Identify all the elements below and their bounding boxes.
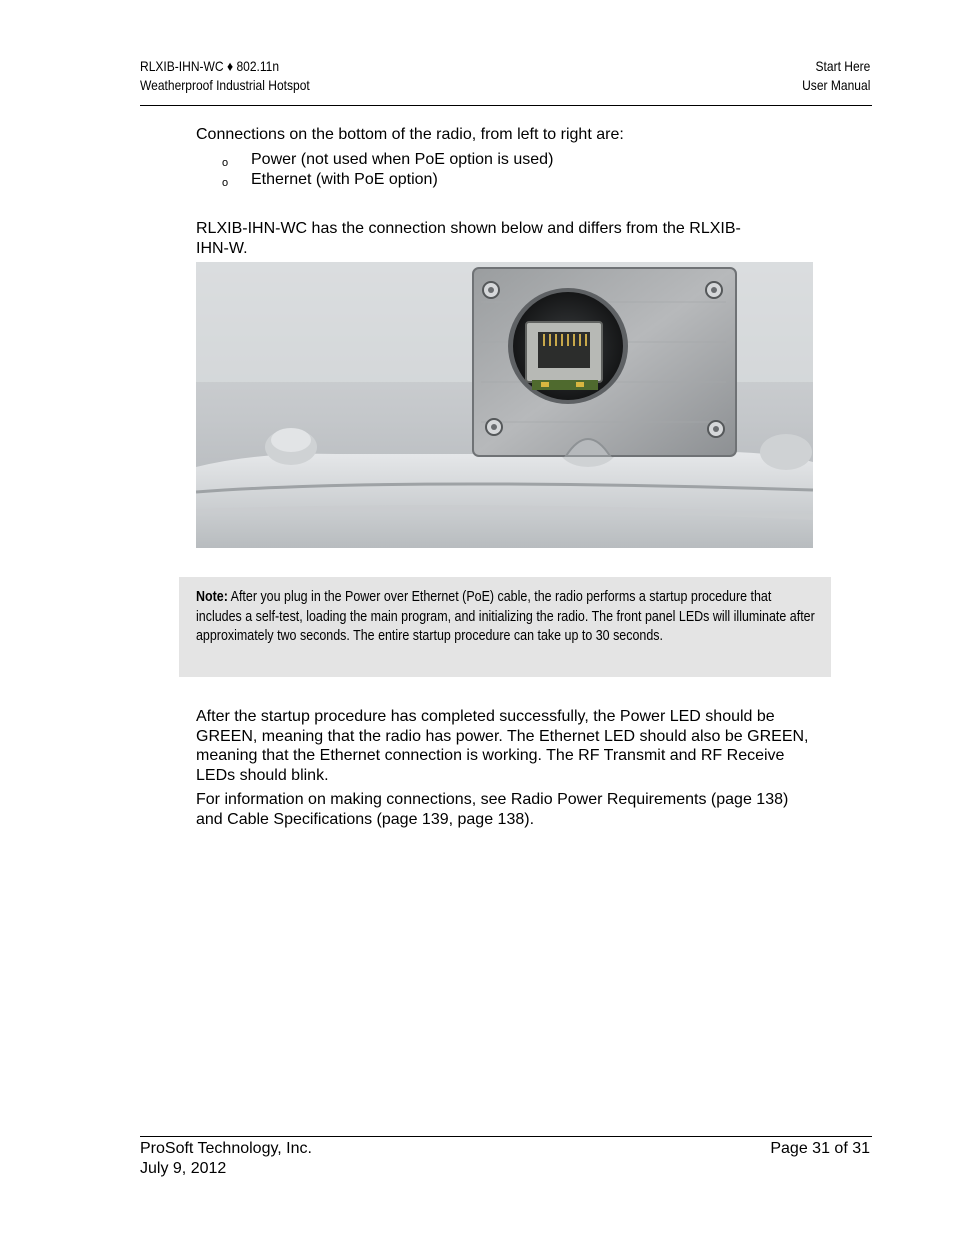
publication-date: July 9, 2012 <box>140 1160 227 1177</box>
more-info-paragraph: For information on making connections, see Radio Power Requirements (page 138) and Cable Specifications (page 139, page 138). <box>196 791 789 828</box>
connection-list <box>196 150 796 190</box>
startup-paragraph: After the startup procedure has completed successfully, the Power LED should be GREEN, meaning that the radio has power. The Ethernet LED should also be GREEN, meaning that the Ethernet connection is working. The RF Transmit and RF Receive LEDs should blink. <box>196 708 809 784</box>
product-subtitle: Weatherproof Industrial Hotspot <box>140 77 310 93</box>
list-item <box>196 150 796 170</box>
connector-photo <box>196 262 813 548</box>
note-body: After you plug in the Power over Ethernet (PoE) cable, the radio performs a startup procedure that includes a self-test, loading the main program, and initializing the radio. The front panel LEDs will illuminate after approximately two seconds. The entire startup procedure can take up to 30 seconds. <box>196 589 815 644</box>
footer-divider <box>140 1136 872 1137</box>
list-item-text: Ethernet (with PoE option) <box>251 171 438 188</box>
bullet-glyph: o <box>222 177 229 189</box>
note-box <box>179 577 831 677</box>
difference-line: RLXIB-IHN-WC has the connection shown below and differs from the RLXIB- <box>196 220 741 237</box>
connector-photo-illustration <box>196 262 813 548</box>
header-left <box>140 57 310 95</box>
intro-paragraph: Connections on the bottom of the radio, from left to right are: <box>196 126 624 143</box>
page-number: Page 31 of 31 <box>770 1140 870 1157</box>
footer-left <box>140 1139 312 1179</box>
list-item-text: Power (not used when PoE option is used) <box>251 151 554 168</box>
header-right <box>802 57 870 95</box>
header-divider <box>140 105 872 106</box>
product-title: RLXIB-IHN-WC ♦ 802.11n <box>140 58 280 74</box>
note-label: Note: <box>196 589 228 605</box>
section-title: Start Here <box>815 58 870 74</box>
difference-line: IHN-W. <box>196 239 248 257</box>
list-item <box>196 170 796 190</box>
manual-title: User Manual <box>801 77 870 93</box>
company-name: ProSoft Technology, Inc. <box>140 1140 312 1157</box>
difference-paragraph <box>196 219 816 258</box>
note-text <box>196 588 815 647</box>
bullet-glyph: o <box>222 157 229 169</box>
